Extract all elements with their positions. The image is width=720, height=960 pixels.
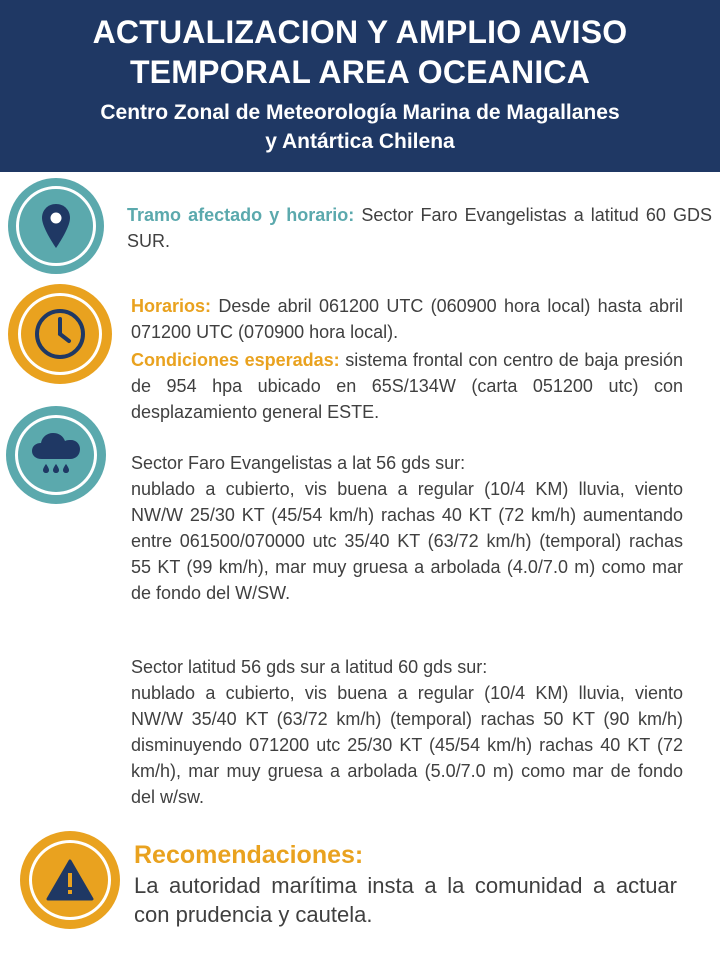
clock-badge	[8, 284, 112, 384]
location-badge	[8, 178, 104, 274]
subtitle-line-2: y Antártica Chilena	[265, 130, 455, 153]
rain-cloud-icon	[30, 431, 82, 479]
sector-2-paragraph	[131, 654, 683, 810]
location-pin-icon	[41, 203, 71, 249]
horarios-text: Desde abril 061200 UTC (060900 hora local) hasta abril 071200 UTC (070900 hora local).	[131, 296, 683, 342]
recomendaciones-title: Recomendaciones:	[134, 841, 364, 869]
tramo-text: Sector Faro Evangelistas a latitud 60 GDS SUR.	[127, 205, 713, 251]
warning-icon	[46, 859, 94, 901]
horarios-label: Horarios:	[131, 296, 212, 316]
title-line-2: TEMPORAL AREA OCEANICA	[129, 54, 591, 90]
tramo-paragraph	[127, 202, 712, 254]
clock-icon	[34, 308, 86, 360]
condiciones-paragraph	[131, 347, 683, 425]
warning-badge	[20, 831, 120, 929]
sector-1-heading: Sector Faro Evangelistas a lat 56 gds sur:	[131, 453, 466, 473]
subtitle-line-1: Centro Zonal de Meteorología Marina de Magallanes	[100, 101, 620, 124]
sector-1-text: nublado a cubierto, vis buena a regular (10/4 KM) lluvia, viento NW/W 25/30 KT (45/54 km/h) rachas 40 KT (72 km/h) aumentando entre 061500/070000 utc 35/40 KT (63/72 km/h) (temporal) rachas 55 KT (99 km/h), mar muy gruesa a arbolada (4.0/7.0 m) como mar de fondo del W/SW.	[131, 479, 683, 603]
condiciones-label: Condiciones esperadas:	[131, 350, 340, 370]
recomendaciones-text: La autoridad marítima insta a la comunidad a actuar con prudencia y cautela.	[134, 873, 677, 927]
weather-badge	[6, 406, 106, 504]
condiciones-text: sistema frontal con centro de baja presión de 954 hpa ubicado en 65S/134W (carta 051200 utc) con desplazamiento general ESTE.	[131, 350, 683, 422]
sector-2-heading: Sector latitud 56 gds sur a latitud 60 gds sur:	[131, 657, 488, 677]
title-line-1: ACTUALIZACION Y AMPLIO AVISO	[92, 14, 628, 50]
header-banner	[0, 0, 720, 172]
sector-2-text: nublado a cubierto, vis buena a regular (10/4 KM) lluvia, viento NW/W 35/40 KT (63/72 km/h) (temporal) rachas 50 KT (90 km/h) disminuyendo 071200 utc 25/30 KT (45/54 km/h) rachas 40 KT (72 km/h), mar muy gruesa a arbolada (5.0/7.0 m) como mar de fondo del w/sw.	[131, 683, 683, 807]
sector-1-paragraph	[131, 450, 683, 606]
tramo-label: Tramo afectado y horario:	[127, 205, 355, 225]
horarios-paragraph	[131, 293, 683, 345]
